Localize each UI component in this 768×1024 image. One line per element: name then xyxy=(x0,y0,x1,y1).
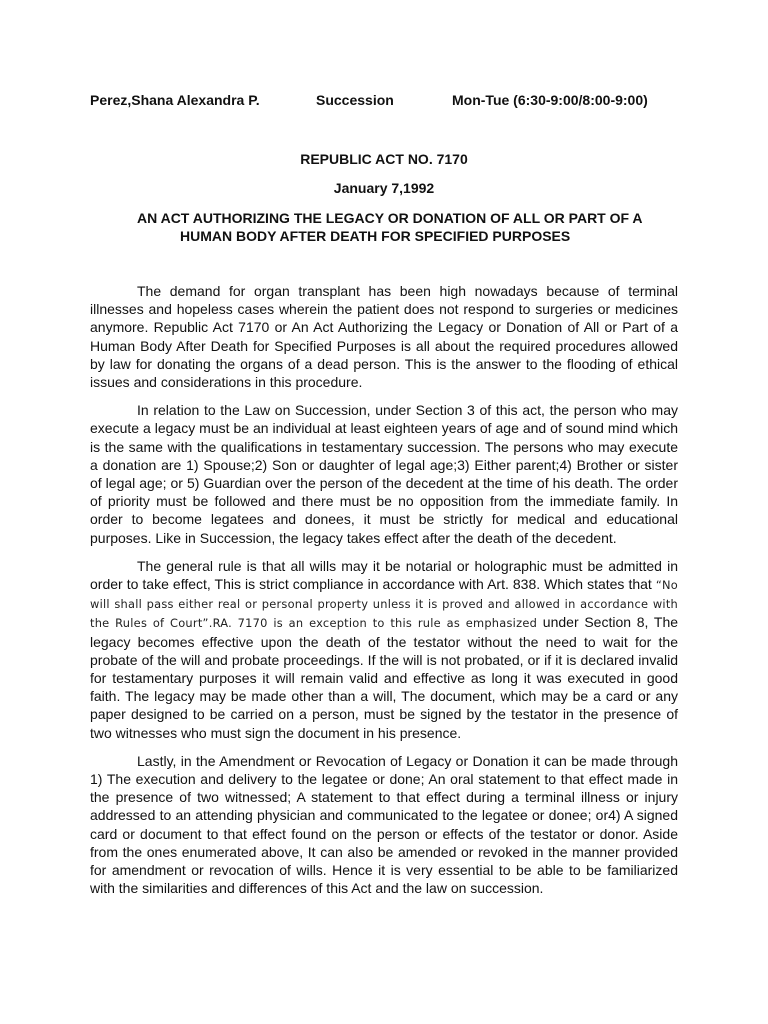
subject-name: Succession xyxy=(316,92,394,108)
act-title-line-2: HUMAN BODY AFTER DEATH FOR SPECIFIED PURPOSES xyxy=(180,228,571,244)
act-date: January 7,1992 xyxy=(333,180,435,196)
paragraph-intro: The demand for organ transplant has been high nowadays because of terminal illnesses and hopeless cases wherein the patient does not respond to surgeries or medicines anymore. Republic Act 7170 or An Act Authorizing the Legacy or Donation of All or Part of a Human Body After Death for Specified Purposes is all about the required procedures allowed by law for donating the organs of a dead person. This is the answer to the flooding of ethical issues and considerations in this procedure. xyxy=(90,283,678,391)
paragraph-amendment-revocation: Lastly, in the Amendment or Revocation of Legacy or Donation it can be made through 1) The execution and delivery to the legatee or done; An oral statement to that effect made in the presence of two witnessed; A statement to that effect during a terminal illness or injury addressed to an attending physician and communicated to the legatee or donee; or4) A signed card or document to that effect found on the person or effects of the testator or donor. Aside from the ones enumerated above, It can also be amended or revoked in the manner provided for amendment or revocation of wills. Hence it is very essential to be able to be familiarized with the similarities and differences of this Act and the law on succession. xyxy=(90,752,678,897)
act-title-line-1: AN ACT AUTHORIZING THE LEGACY OR DONATION OF ALL OR PART OF A xyxy=(137,210,643,226)
act-title xyxy=(90,209,680,245)
document-header xyxy=(90,92,690,112)
essay-body xyxy=(90,282,678,908)
student-name: Perez,Shana Alexandra P. xyxy=(90,92,260,108)
paragraph-general-rule-text-b: under Section 8, The legacy becomes effective upon the death of the testator without the need to wait for the probate of the will and probate proceedings. If the will is not probated, or if it is declared invalid for testamentary purposes it will remain valid and effective as long it was executed in good faith. The legacy may be made other than a will, The document, which may be a card or any paper designed to be carried on a person, must be signed by the testator in the presence of two witnesses who must sign the document in his presence. xyxy=(90,614,679,741)
article-quote: “No will shall pass either real or personal property unless it is proved and allowed in accordance with the Rules of Court”.RA. 7170 is an exception to this rule as emphasized xyxy=(90,578,678,631)
act-number-heading: REPUBLIC ACT NO. 7170 xyxy=(300,151,468,167)
paragraph-succession-relation: In relation to the Law on Succession, under Section 3 of this act, the person who may execute a legacy must be an individual at least eighteen years of age and of sound mind which is the same with the qualifications in testamentary succession. The persons who may execute a donation are 1) Spouse;2) Son or daughter of legal age;3) Either parent;4) Brother or sister of legal age; or 5) Guardian over the person of the decedent at the time of his death. The order of priority must be followed and there must be no opposition from the immediate family. In order to become legatees and donees, it must be strictly for medical and educational purposes. Like in Succession, the legacy takes effect after the death of the decedent. xyxy=(90,402,678,546)
paragraph-general-rule-text-a: The general rule is that all wills may it be notarial or holographic must be admitted in order to take effect, This is strict compliance in accordance with Art. 838. Which states that xyxy=(90,557,678,593)
class-schedule: Mon-Tue (6:30-9:00/8:00-9:00) xyxy=(452,92,648,108)
paragraph-general-rule xyxy=(90,557,678,742)
